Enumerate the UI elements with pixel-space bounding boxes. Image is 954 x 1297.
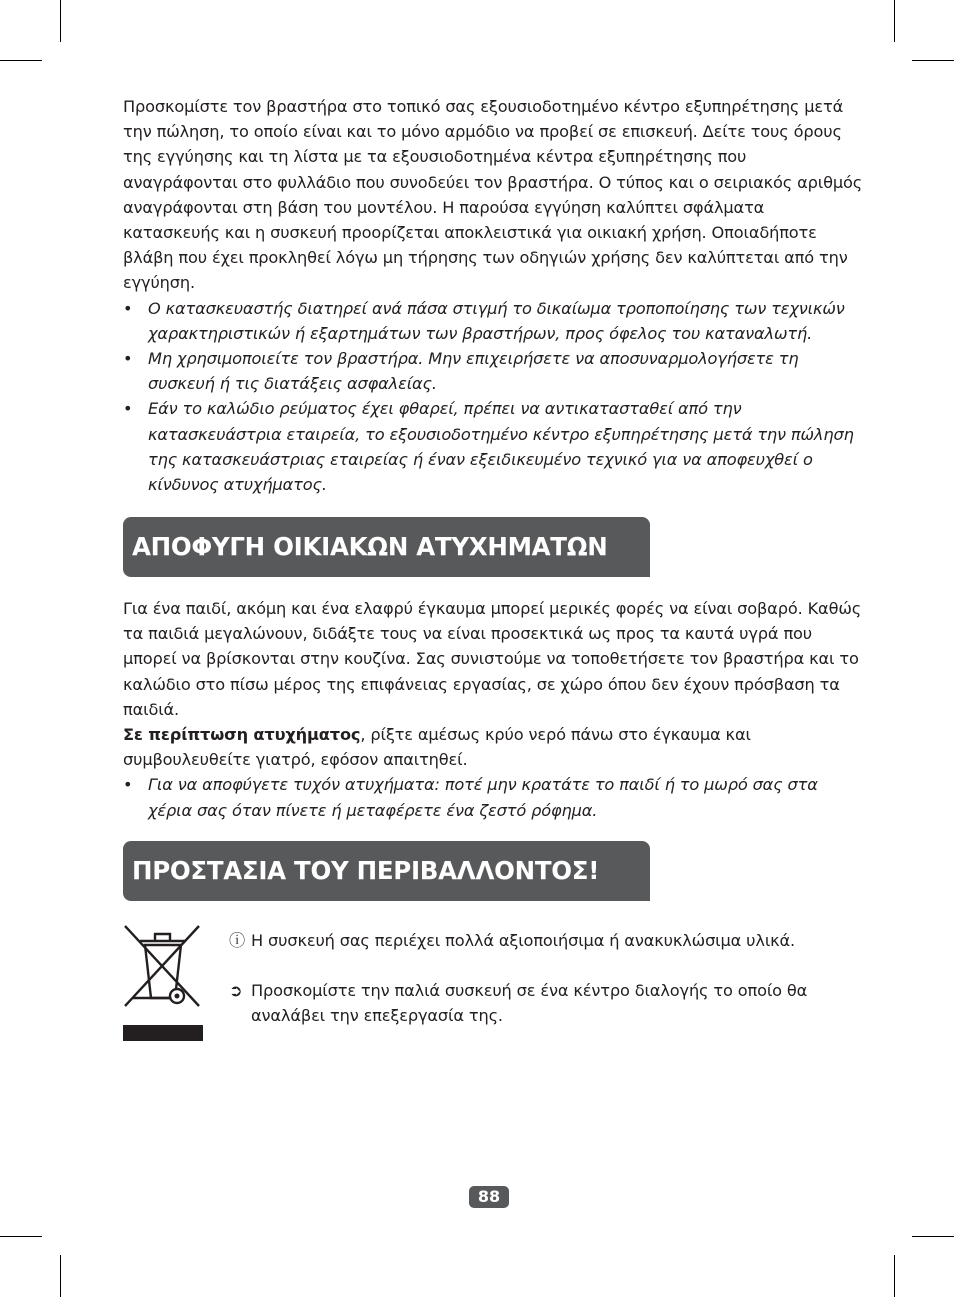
- list-item: • Εάν το καλώδιο ρεύματος έχει φθαρεί, πρέπει να αντικατασταθεί από την κατασκευάστρια εταιρεία, το εξουσιοδοτημένο κέντρο εξυπηρέτησης μετά την πώληση της κατασκευάστριας εταιρείας ή έναν εξειδικευμένο τεχνικό για να αποφευχθεί ο κίνδυνος ατυχήματος.: [123, 396, 863, 497]
- emergency-text: , ρίξτε αμέσως κρύο νερό πάνω στο έγκαυμα και συμβουλευθείτε γιατρό, εφόσον απαιτηθεί.: [123, 725, 751, 770]
- intro-bullet-list: [123, 296, 863, 498]
- intro-section: [123, 94, 863, 497]
- list-item: [229, 928, 849, 953]
- env-item-text: Προσκομίστε την παλιά συσκευή σε ένα κέντρο διαλογής το οποίο θα αναλάβει την επεξεργασία της.: [251, 981, 808, 1026]
- list-item: • Μη χρησιμοποιείτε τον βραστήρα. Μην επιχειρήσετε να αποσυναρμολογήσετε τη συσκευή ή τις διατάξεις ασφαλείας.: [123, 346, 863, 396]
- info-icon: ⓘ: [229, 931, 246, 950]
- crop-mark: [0, 1236, 42, 1237]
- crop-mark: [60, 0, 61, 42]
- emergency-lead: Σε περίπτωση ατυχήματος: [123, 725, 361, 745]
- accidents-paragraph: Για ένα παιδί, ακόμη και ένα ελαφρύ έγκαυμα μπορεί μερικές φορές να είναι σοβαρό. Καθώς τα παιδιά μεγαλώνουν, διδάξτε τους να είναι προσεκτικά ως προς τα καυτά υγρά που μπορεί να βρίσκονται στην κουζίνα. Σας συνιστούμε να τοποθετήσετε τον βραστήρα και το καλώδιο στο πίσω μέρος της επιφάνειας εργασίας, σε χώρο όπου δεν έχουν πρόσβαση τα παιδιά.: [123, 599, 862, 719]
- crop-mark: [0, 60, 42, 61]
- crop-mark: [912, 1236, 954, 1237]
- environment-list: [229, 928, 849, 1029]
- env-item-text: Η συσκευή σας περιέχει πολλά αξιοποιήσιμα ή ανακυκλώσιμα υλικά.: [251, 931, 796, 950]
- crop-mark: [60, 1255, 61, 1297]
- crop-mark: [894, 1255, 895, 1297]
- section-heading-environment: ΠΡΟΣΤΑΣΙΑ ΤΟΥ ΠΕΡΙΒΑΛΛΟΝΤΟΣ!: [123, 841, 650, 901]
- list-item: • Ο κατασκευαστής διατηρεί ανά πάσα στιγμή το δικαίωμα τροποποίησης των τεχνικών χαρακτηριστικών ή εξαρτημάτων των βραστήρων, προς όφελος του καταναλωτή.: [123, 296, 863, 346]
- intro-paragraph: Προσκομίστε τον βραστήρα στο τοπικό σας εξουσιοδοτημένο κέντρο εξυπηρέτησης μετά την πώληση, το οποίο είναι και το μόνο αρμόδιο να προβεί σε επισκευή. Δείτε τους όρους της εγγύησης και τη λίστα με τα εξουσιοδοτημένα κέντρα εξυπηρέτησης που αναγράφονται στο φυλλάδιο που συνοδεύει τον βραστήρα. Ο τύπος και ο σειριακός αριθμός αναγράφονται στη βάση του μοντέλου. Η παρούσα εγγύηση καλύπτει σφάλματα κατασκευής και η συσκευή προορίζεται αποκλειστικά για οικιακή χρήση. Οποιαδήποτε βλάβη που έχει προκληθεί λόγω μη τήρησης των οδηγιών χρήσης δεν καλύπτεται από την εγγύηση.: [123, 97, 863, 293]
- emergency-paragraph: [123, 722, 863, 772]
- crop-mark: [912, 60, 954, 61]
- accidents-section: [123, 596, 863, 823]
- crossed-out-wheelie-bin-icon: [123, 924, 203, 1042]
- accidents-bullet-list: [123, 772, 863, 822]
- crop-mark: [894, 0, 895, 42]
- list-item: • Για να αποφύγετε τυχόν ατυχήματα: ποτέ μην κρατάτε το παιδί ή το μωρό σας στα χέρια σας όταν πίνετε ή μεταφέρετε ένα ζεστό ρόφημα.: [123, 772, 863, 822]
- arrow-right-icon: ➲: [229, 981, 243, 1001]
- list-item: [229, 978, 849, 1028]
- section-heading-accidents: ΑΠΟΦΥΓΗ ΟΙΚΙΑΚΩΝ ΑΤΥΧΗΜΑΤΩΝ: [123, 517, 650, 577]
- page-number: 88: [469, 1186, 509, 1208]
